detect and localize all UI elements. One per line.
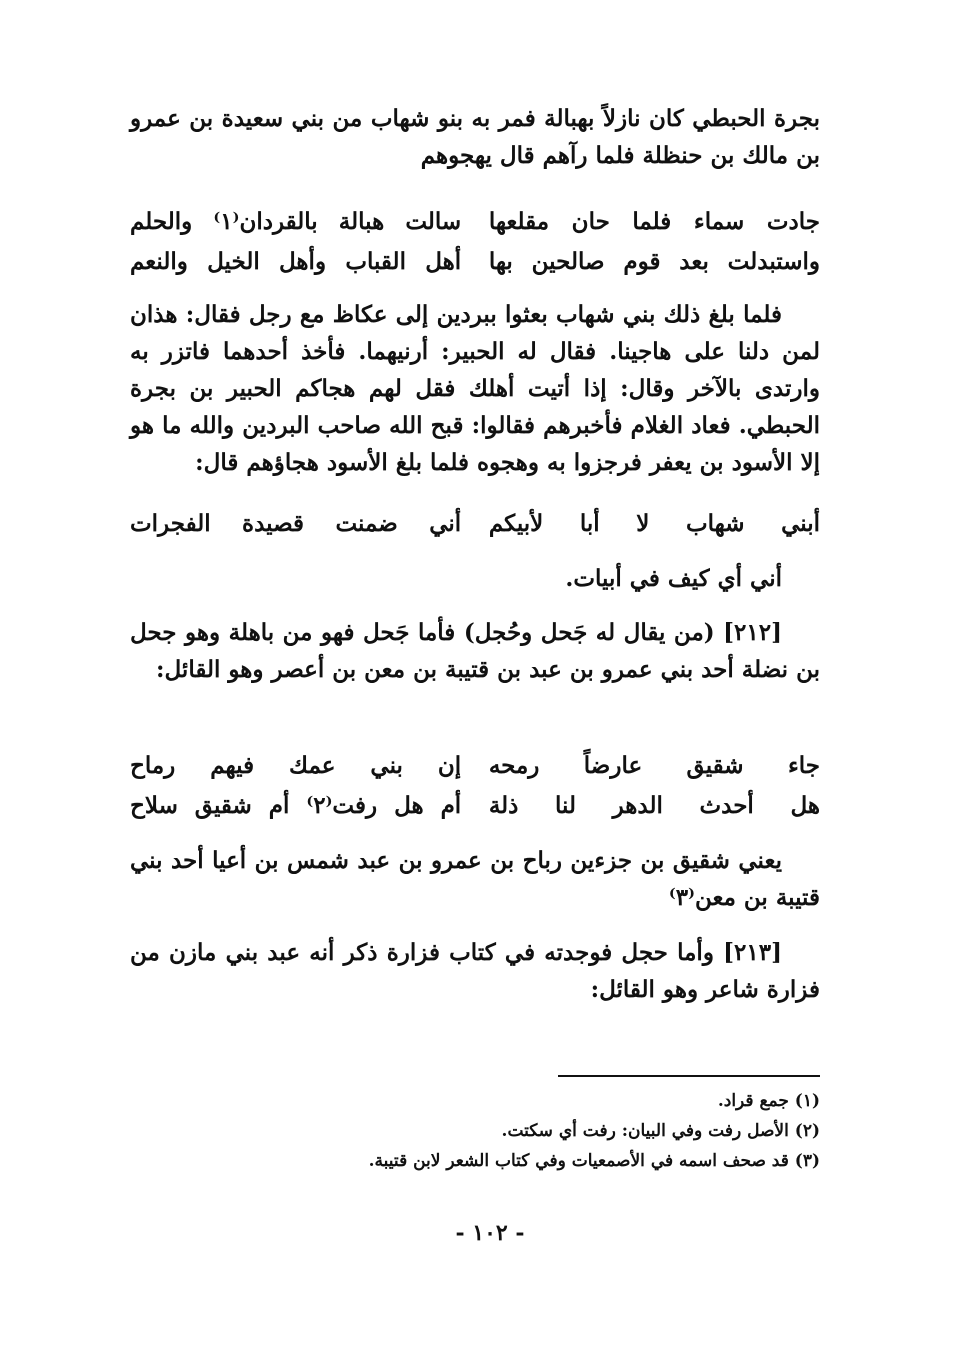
verse-second-hemistich: أني ضمنت قصيدة الفجرات <box>130 510 462 537</box>
verse-line <box>130 242 820 282</box>
verse-first-hemistich: جاء شقيق عارضاً رمحه <box>488 752 820 779</box>
section-paragraph: [٢١٣] وأما حجل فوجدته في كتاب فزارة ذكر أنه عبد بني مازن من فزارة شاعر وهو القائل: <box>130 939 820 1003</box>
footnote-1: (١) جمع قراد. <box>717 1091 820 1111</box>
paragraph: أني أي كيف في أبيات. <box>565 565 782 592</box>
verse-first-hemistich: واستبدلت بعد قوم صالحين بها <box>488 248 820 275</box>
paragraph: فلما بلغ ذلك بني شهاب بعثوا ببردين إلى عكاظ مع رجل فقال: هذان لمن دلنا على هاجينا. فقال له الحبير: أرنيهما. فأخذ أحدهما فاتزر به وارتدى بالآخر وقال: إذا أتيت أهلك فقل لهم هجاكم الحبير بن بجرة الحبطي. فعاد الغلام فأخبرهم فقالوا: قبح الله صاحب البردين والله ما هو إلا الأسود بن يعفر فرجزوا به وهجوه فلما بلغ الأسود هجاؤهم قال: <box>130 301 820 476</box>
verse-second-hemistich: سالت هبالة بالقردان⁽١⁾ والحلم <box>130 208 462 235</box>
paragraph-2-block <box>130 296 820 481</box>
paragraph-4-block <box>130 614 820 688</box>
verse-line <box>130 786 820 826</box>
footnote-2: (٢) الأصل رفت وفي البيان: رفت أي سكتت. <box>501 1121 820 1141</box>
verse-line <box>130 746 820 786</box>
verse-first-hemistich: هل أحدث الدهر لنا ذلة <box>488 792 820 819</box>
section-paragraph: [٢١٢] (من يقال له جَحل وحُجل) فأما جَحل فهو من باهلة وهو جحل بن نضلة أحد بني عمرو بن عبد بن قتيبة بن معن بن أعصر وهو القائل: <box>130 619 820 683</box>
footnote-3: (٣) قد صحف اسمه في الأصمعيات وفي كتاب الشعر لابن قتيبة. <box>368 1151 820 1171</box>
paragraph-6-block <box>130 934 820 1008</box>
verse-first-hemistich: أبني شهاب لا أبا لأبيكم <box>488 510 820 537</box>
verse-first-hemistich: جادت سماء فلما حان مقلعها <box>488 208 820 235</box>
verse-line <box>130 202 820 242</box>
paragraph-1-block <box>130 100 820 174</box>
verse-second-hemistich: أهل القباب وأهل الخيل والنعم <box>130 248 462 275</box>
paragraph-3-block <box>130 560 820 597</box>
paragraph: يعني شقيق بن جزءين رباح بن عمرو بن عبد شمس بن أعيا أحد بني قتيبة بن معن⁽٣⁾ <box>130 847 820 911</box>
verse-second-hemistich: إن بني عمك فيهم رماح <box>130 752 462 779</box>
verse-group-2 <box>130 504 820 544</box>
footnote-separator <box>558 1075 820 1077</box>
page-number: - ١٠٢ - <box>455 1220 525 1246</box>
paragraph-5-block <box>130 842 820 916</box>
footnotes <box>130 1086 820 1176</box>
verse-group-3 <box>130 746 820 826</box>
verse-group-1 <box>130 202 820 282</box>
paragraph: بجرة الحبطي كان نازلاً بهبالة فمر به بنو شهاب من بني سعيدة بن عمرو بن مالك بن حنظلة فلما رآهم قال يهجوهم <box>130 105 820 169</box>
verse-line <box>130 504 820 544</box>
verse-second-hemistich: أم هل رفت⁽٢⁾ أم شقيق سلاح <box>130 792 462 819</box>
